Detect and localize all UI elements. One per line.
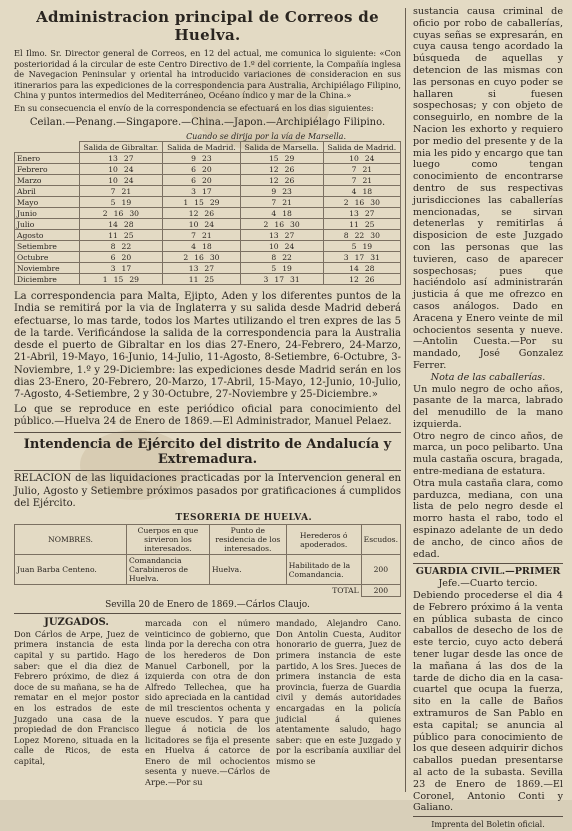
schedule-days-madrid <box>163 208 240 219</box>
schedule-day: 5 <box>271 263 277 273</box>
schedule-month: Noviembre <box>15 263 80 274</box>
head-cuerpos: Cuerpos en que sirvieron los interesados. <box>127 525 210 555</box>
schedule-row <box>15 153 401 164</box>
schedule-day: 27 <box>123 153 134 163</box>
schedule-row <box>15 219 401 230</box>
schedule-day: 17 <box>274 274 285 284</box>
head-residencia: Punto de residencia de los interesados. <box>209 525 286 555</box>
schedule-day: 10 <box>108 164 118 174</box>
schedule-day: 18 <box>202 241 212 251</box>
schedule-day: 7 <box>191 230 196 240</box>
schedule-days-madrid-2 <box>323 219 400 230</box>
divider <box>14 470 401 471</box>
schedule-month: Diciembre <box>15 274 80 285</box>
schedule-days-marsella <box>240 175 323 186</box>
correos-intro: El Ilmo. Sr. Director general de Correos, en 12 del actual, me comunica lo siguiente: «Con posterioridad á la circular de este Centro Directivo de 1.º del corriente, la Compañía inglesa de Navegacion Peninsular y oriental ha introducido variaciones de consideracion en sus itinerarios para las expediciones de la correspondencia para Australia, Archipiélago Filipino, China y puntos intermedios del Mediterráneo, Océano índico y mar de la China.» <box>14 48 401 100</box>
schedule-days-marsella <box>240 153 323 164</box>
schedule-day: 6 <box>110 252 116 262</box>
schedule-days-madrid <box>163 175 240 186</box>
juzgados-col-1 <box>14 618 139 788</box>
divider <box>413 816 563 817</box>
schedule-row <box>15 263 401 274</box>
schedule-days-gibraltar <box>79 208 163 219</box>
schedule-day: 16 <box>354 197 365 207</box>
schedule-day: 31 <box>290 274 300 284</box>
cell-herederos: Habilitado de la Comandancia. <box>286 555 361 585</box>
schedule-day: 25 <box>123 230 134 240</box>
schedule-day: 29 <box>129 274 139 284</box>
schedule-day: 6 <box>191 164 196 174</box>
schedule-days-madrid <box>163 241 240 252</box>
schedule-days-gibraltar <box>79 197 163 208</box>
schedule-day: 28 <box>123 219 134 229</box>
schedule-month: Junio <box>15 208 80 219</box>
schedule-days-madrid-2 <box>323 153 400 164</box>
schedule-day: 7 <box>110 186 116 196</box>
schedule-day: 26 <box>204 208 215 218</box>
juzgados-col-2 <box>145 618 270 788</box>
schedule-day: 17 <box>121 263 132 273</box>
schedule-day: 23 <box>202 153 212 163</box>
schedule-days-madrid-2 <box>323 252 400 263</box>
schedule-day: 14 <box>108 219 118 229</box>
schedule-day: 20 <box>121 252 132 262</box>
schedule-day: 11 <box>108 230 118 240</box>
schedule-day: 21 <box>121 186 132 196</box>
schedule-day: 24 <box>123 175 134 185</box>
intendencia-signature: Sevilla 20 de Enero de 1869.—Cárlos Claujo. <box>105 600 310 611</box>
schedule-day: 21 <box>362 175 373 185</box>
schedule-day: 14 <box>349 263 359 273</box>
schedule-days-gibraltar <box>79 164 163 175</box>
right-text-3: Otro negro de cinco años, de marca, un poco pelibarto. Una mula castaña oscura, bragada, entre-mediana de estatura. <box>413 430 563 478</box>
schedule-day: 13 <box>349 208 359 218</box>
schedule-day: 7 <box>351 175 357 185</box>
juzgados-title: JUZGADOS. <box>44 617 109 629</box>
total-value: 200 <box>361 585 400 597</box>
schedule-day: 7 <box>351 164 357 174</box>
schedule-days-marsella <box>240 164 323 175</box>
schedule-row <box>15 241 401 252</box>
schedule-days-marsella <box>240 263 323 274</box>
cell-residencia: Huelva. <box>209 555 286 585</box>
note-title: Nota de las caballerías. <box>430 371 546 383</box>
schedule-row <box>15 175 401 186</box>
juzgados-section <box>14 618 401 788</box>
schedule-day: 29 <box>209 197 220 207</box>
schedule-day: 13 <box>108 153 118 163</box>
blank-header-cell <box>15 142 80 153</box>
schedule-day: 10 <box>108 175 118 185</box>
gratification-table <box>14 512 401 597</box>
schedule-days-madrid-2 <box>323 274 400 285</box>
right-text-4: Otra mula castaña clara, como parduzca, mediana, con una lista de pelo negro desde el morro hasta el rabo, todo el espinazo adelante de un dedo de ancho, de cinco años de edad. <box>413 477 563 560</box>
right-column <box>413 6 563 831</box>
schedule-day: 3 <box>110 263 116 273</box>
cell-nombre: Juan Barba Centeno. <box>15 555 127 585</box>
schedule-day: 30 <box>129 208 139 218</box>
intendencia-title: Intendencia de Ejército del distrito de Andalucía y Extremadura. <box>23 437 392 468</box>
schedule-day: 19 <box>282 263 292 273</box>
schedule-days-madrid-2 <box>323 186 400 197</box>
schedule-days-marsella <box>240 252 323 263</box>
correos-intro-2: En su consecuencia el envío de la correspondencia se efectuará en los dias siguientes: <box>14 102 374 113</box>
tesoreria-heading: TESORERIA DE HUELVA. <box>175 513 313 524</box>
schedule-month: Febrero <box>15 164 80 175</box>
right-text-5: Debiendo procederse el dia 4 de Febrero próximo á la venta en pública subasta de cinco caballos de desecho de los de este tercio, cuyo acto deberá tener lugar desde las once de la mañana á las dos de la tarde de dicho dia en la casa-cuartel que ocupa la fuerza, sito en la calle de Baños extramuros de San Pablo en esta capital; se anuncia al público para conocimiento de los que deseen adquirir dichos caballos puedan presentarse al acto de la subasta. Sevilla 23 de Enero de 1869.—El Coronel, Antonio Conti y Galiano. <box>413 590 563 814</box>
schedule-day: 30 <box>209 252 220 262</box>
schedule-row <box>15 186 401 197</box>
schedule-days-madrid-2 <box>323 208 400 219</box>
schedule-day: 27 <box>284 230 295 240</box>
schedule-day: 5 <box>351 241 357 251</box>
schedule-day: 2 <box>343 197 349 207</box>
schedule-month: Marzo <box>15 175 80 186</box>
schedule-day: 21 <box>362 164 373 174</box>
divider <box>413 563 563 564</box>
schedule-days-madrid-2 <box>323 241 400 252</box>
schedule-day: 19 <box>362 241 373 251</box>
blank-cell <box>15 512 127 525</box>
schedule-day: 3 <box>191 186 196 196</box>
juzgado-text-1: Don Cárlos de Arpe, Juez de primera instancia de esta capital y su partido. Hago saber: que el dia diez de Febrero próximo, de diez á doce de su mañana, se ha de rematar en el mejor postor en los estrados de este Juzgado una casa de la propiedad de don Francisco Lopez Moreno, situada en la calle de Ricos, de esta capital, <box>14 628 139 766</box>
col-head-gibraltar: Salida de Gibraltar. <box>79 142 163 153</box>
schedule-day: 25 <box>364 219 375 229</box>
schedule-day: 11 <box>349 219 359 229</box>
schedule-day: 1 <box>102 274 108 284</box>
schedule-day: 8 <box>343 230 349 240</box>
schedule-days-marsella <box>240 241 323 252</box>
schedule-day: 7 <box>271 197 277 207</box>
schedule-day: 22 <box>354 230 365 240</box>
schedule-day: 30 <box>290 219 300 229</box>
mail-schedule-table <box>14 141 401 285</box>
schedule-days-marsella <box>240 186 323 197</box>
schedule-day: 22 <box>282 252 292 262</box>
divider <box>14 613 401 614</box>
schedule-row <box>15 230 401 241</box>
schedule-day: 20 <box>202 175 212 185</box>
schedule-day: 16 <box>194 252 204 262</box>
schedule-days-madrid-2 <box>323 230 400 241</box>
divider <box>14 432 401 433</box>
schedule-day: 27 <box>204 263 215 273</box>
schedule-days-gibraltar <box>79 186 163 197</box>
intendencia-relation: RELACION de las liquidaciones practicadas por la Intervencion general en Julio, Agosto y Setiembre próximos pasados por gratificaciones á cumplidos del Ejército. <box>14 473 401 509</box>
cell-cuerpo: Comandancia Carabineros de Huelva. <box>127 555 210 585</box>
schedule-day: 4 <box>271 208 277 218</box>
schedule-days-gibraltar <box>79 175 163 186</box>
schedule-day: 12 <box>349 274 359 284</box>
schedule-day: 27 <box>364 208 375 218</box>
schedule-days-madrid <box>163 263 240 274</box>
schedule-day: 6 <box>191 175 196 185</box>
schedule-day: 9 <box>191 153 196 163</box>
schedule-day: 8 <box>271 252 277 262</box>
schedule-days-madrid <box>163 153 240 164</box>
schedule-month: Setiembre <box>15 241 80 252</box>
correos-signature: Lo que se reproduce en este periódico oficial para conocimiento del público.—Huelva 24 de Enero de 1869.—El Administrador, Manuel Pelaez. <box>14 403 401 427</box>
schedule-days-gibraltar <box>79 230 163 241</box>
schedule-day: 24 <box>204 219 215 229</box>
schedule-row <box>15 208 401 219</box>
schedule-days-gibraltar <box>79 241 163 252</box>
schedule-row <box>15 252 401 263</box>
schedule-day: 30 <box>370 197 380 207</box>
schedule-days-madrid <box>163 230 240 241</box>
schedule-day: 4 <box>351 186 357 196</box>
schedule-day: 1 <box>183 197 189 207</box>
schedule-days-madrid-2 <box>323 197 400 208</box>
schedule-body <box>15 153 401 285</box>
schedule-day: 29 <box>284 153 295 163</box>
schedule-day: 18 <box>282 208 292 218</box>
schedule-day: 21 <box>202 230 212 240</box>
schedule-days-madrid <box>163 274 240 285</box>
schedule-day: 17 <box>202 186 212 196</box>
juzgado-text-2: marcada con el número veinticinco de gobierno, que linda por la derecha con otra de los herederos de Don Manuel Carbonell, por la izquierda con otra de don Alfredo Tellechea, que ha sido apreciada en la cantidad de mil trescientos ochenta y nueve escudos. Y para que llegue á noticia de los licitadores se fija el presente en Huelva á catorce de Enero de mil ochocientos sesenta y nueve.—Cárlos de Arpe.—Por su <box>145 618 270 788</box>
schedule-day: 24 <box>123 164 134 174</box>
schedule-day: 23 <box>282 186 292 196</box>
schedule-days-madrid-2 <box>323 175 400 186</box>
schedule-day: 13 <box>268 230 279 240</box>
schedule-days-gibraltar <box>79 252 163 263</box>
schedule-day: 11 <box>188 274 199 284</box>
schedule-day: 25 <box>204 274 215 284</box>
schedule-days-marsella <box>240 230 323 241</box>
left-column <box>14 6 401 788</box>
schedule-day: 9 <box>271 186 277 196</box>
schedule-days-madrid <box>163 186 240 197</box>
schedule-day: 26 <box>364 274 375 284</box>
blank-cell <box>361 512 400 525</box>
correos-para-2: La correspondencia para Malta, Ejipto, Aden y los diferentes puntos de la India se remitirá por la via de Inglaterra y su salida desde Madrid deberá efectuarse, lo mas tarde, todos los Martes utilizando el tren expres de las 5 de la tarde. Verificándose la salida de la correspondencia para la Australia desde el puerto de Gibraltar en los dias 27-Enero, 24-Febrero, 24-Marzo, 21-Abril, 19-Mayo, 16-Junio, 14-Julio, 11-Agosto, 8-Setiembre, 6-Octubre, 3-Noviembre, 1.º y 29-Diciembre: las expediciones desde Madrid serán en los dias 23-Enero, 20-Febrero, 20-Marzo, 17-Abril, 15-Mayo, 12-Junio, 10-Julio, 7-Agosto, 4-Setiembre, 2 y 30-Octubre, 27-Noviembre y 25-Diciembre.» <box>14 291 401 401</box>
schedule-month: Enero <box>15 153 80 164</box>
schedule-month: Octubre <box>15 252 80 263</box>
schedule-row <box>15 197 401 208</box>
schedule-month: Agosto <box>15 230 80 241</box>
right-text-2: Un mulo negro de ocho años, pasante de la marca, labrado del menudillo de la mano izquierda. <box>413 383 563 430</box>
schedule-days-marsella <box>240 197 323 208</box>
schedule-day: 28 <box>364 263 375 273</box>
schedule-day: 12 <box>268 175 279 185</box>
schedule-days-gibraltar <box>79 263 163 274</box>
schedule-days-madrid <box>163 197 240 208</box>
schedule-month: Julio <box>15 219 80 230</box>
schedule-days-gibraltar <box>79 153 163 164</box>
head-herederos: Herederos ó apoderados. <box>286 525 361 555</box>
cell-escudos: 200 <box>361 555 400 585</box>
juzgados-col-3 <box>276 618 401 788</box>
schedule-day: 10 <box>268 241 279 251</box>
schedule-days-madrid <box>163 219 240 230</box>
right-text-1: sustancia causa criminal de oficio por robo de caballerías, cuyas señas se expresarán, en cuya causa tengo acordado la búsqueda de aquellas y detencion de las mismas con las personas en cuyo poder se hallaren si fuesen sospechosas; y con objeto de conseguirlo, en nombre de la Nacion les exhorto y requiero por medio del presente y de la mia les pido y encargo que tan luego como tengan conocimiento de encontrarse dentro de sus respectivas jurisdicciones las caballerías mencionadas, se sirvan detenerlas y remitirlas á disposicion de este Juzgado con las personas que las tuvieren, caso de aparecer sospechosas; pues que haciéndolo así administrarán justicia á que me ofrezco en casos análogos. Dado en Aracena y Enero veinte de mil ochocientos sesenta y nueve.—Antolin Cuesta.—Por su mandado, José Gonzalez Ferrer. <box>413 6 563 371</box>
schedule-day: 20 <box>202 164 212 174</box>
schedule-day: 26 <box>284 175 295 185</box>
route-line: Ceilan.—Penang.—Singapore.—China.—Japon.—Archipiélago Filipino. <box>29 117 386 128</box>
schedule-days-gibraltar <box>79 219 163 230</box>
schedule-day: 12 <box>268 164 279 174</box>
schedule-day: 19 <box>121 197 132 207</box>
schedule-day: 15 <box>194 197 204 207</box>
schedule-day: 26 <box>284 164 295 174</box>
schedule-days-marsella <box>240 219 323 230</box>
col-head-marsella: Salida de Marsella. <box>240 142 323 153</box>
schedule-days-gibraltar <box>79 274 163 285</box>
schedule-day: 15 <box>113 274 124 284</box>
schedule-days-marsella <box>240 274 323 285</box>
marsella-note: Cuando se dirija por la vía de Marsella. <box>186 132 346 141</box>
col-head-madrid-2: Salida de Madrid. <box>323 142 400 153</box>
head-nombres: NOMBRES. <box>15 525 127 555</box>
schedule-day: 2 <box>183 252 189 262</box>
guardia-subtitle: Jefe.—Cuarto tercio. <box>438 578 538 590</box>
schedule-day: 10 <box>349 153 359 163</box>
schedule-day: 3 <box>263 274 269 284</box>
schedule-day: 3 <box>343 252 349 262</box>
schedule-day: 24 <box>284 241 295 251</box>
schedule-days-madrid-2 <box>323 164 400 175</box>
schedule-day: 5 <box>110 197 116 207</box>
guardia-title: GUARDIA CIVIL.—PRIMER <box>415 566 561 578</box>
schedule-day: 2 <box>263 219 269 229</box>
schedule-day: 17 <box>354 252 365 262</box>
schedule-day: 12 <box>188 208 199 218</box>
schedule-day: 30 <box>370 230 380 240</box>
schedule-day: 21 <box>282 197 292 207</box>
col-head-madrid: Salida de Madrid. <box>163 142 240 153</box>
schedule-days-marsella <box>240 208 323 219</box>
schedule-day: 4 <box>191 241 196 251</box>
schedule-row <box>15 274 401 285</box>
schedule-day: 16 <box>274 219 285 229</box>
schedule-day: 2 <box>102 208 108 218</box>
schedule-day: 15 <box>268 153 279 163</box>
schedule-day: 18 <box>362 186 373 196</box>
total-label: TOTAL <box>332 586 359 596</box>
schedule-row <box>15 164 401 175</box>
schedule-day: 10 <box>188 219 199 229</box>
schedule-month: Abril <box>15 186 80 197</box>
imprenta-footer: Imprenta del Boletin oficial. <box>431 820 545 830</box>
schedule-days-madrid-2 <box>323 263 400 274</box>
schedule-month: Mayo <box>15 197 80 208</box>
head-escudos: Escudos. <box>361 525 400 555</box>
schedule-day: 22 <box>121 241 132 251</box>
schedule-days-madrid <box>163 164 240 175</box>
correos-title: Administracion principal de Correos de Huelva. <box>36 8 379 44</box>
schedule-day: 8 <box>110 241 116 251</box>
column-divider <box>405 8 406 792</box>
schedule-day: 24 <box>364 153 375 163</box>
schedule-day: 13 <box>188 263 199 273</box>
schedule-day: 16 <box>113 208 124 218</box>
schedule-day: 31 <box>370 252 380 262</box>
schedule-days-madrid <box>163 252 240 263</box>
juzgado-text-3: mandado, Alejandro Cano. Don Antolin Cuesta, Auditor honorario de guerra, Juez de primera instancia de este partido, A los Sres. Jueces de primera instancia de esta provincia, fuerza de Guardia civil y demás autoridades encargadas en la policía judicial á quienes atentamente saludo, hago saber: que en este Juzgado y por la escribanía auxiliar del mismo se <box>276 618 401 766</box>
